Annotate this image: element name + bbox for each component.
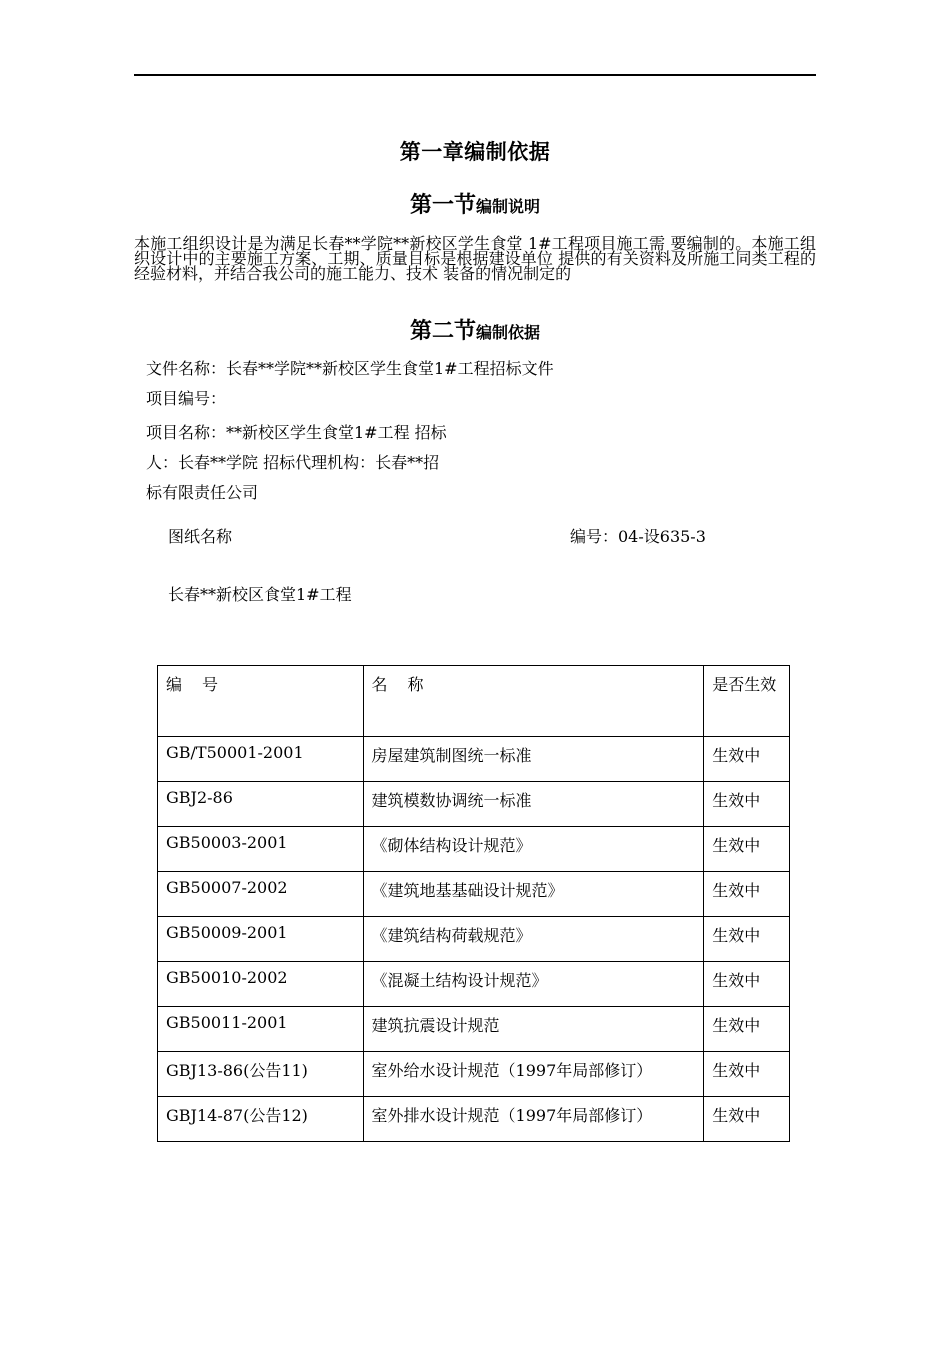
row-code: GB50009-2001 [158,917,364,962]
table-header-row [158,666,790,737]
row-status: 生效中 [704,962,790,1007]
row-status: 生效中 [704,1007,790,1052]
row-name: 建筑模数协调统一标准 [363,782,704,827]
intro-paragraph: 本施工组织设计是为满足长春**学院**新校区学生食堂 1#工程项目施工需 要编制的。本施工组织设计中的主要施工方案、工期、质量目标是根据建设单位 提供的有关资料及所施工同类工程的经验材料，并结合我公司的施工能力、技术 装备的情况制定的 [134,234,816,283]
row-code: GBJ2-86 [158,782,364,827]
row-status: 生效中 [704,872,790,917]
row-code: GBJ13-86(公告11) [158,1052,364,1097]
header-name: 名称 [363,666,704,737]
section-1-suffix: 编制说明 [476,197,541,216]
row-name: 房屋建筑制图统一标准 [363,737,704,782]
row-code: GB50003-2001 [158,827,364,872]
section-1-title [0,188,950,219]
row-name: 室外给水设计规范（1997年局部修订） [363,1052,704,1097]
row-name: 《建筑结构荷载规范》 [363,917,704,962]
header-status: 是否生效 [704,666,790,737]
row-status: 生效中 [704,1097,790,1142]
section-2-title [0,314,950,345]
row-code: GBJ14-87(公告12) [158,1097,364,1142]
table-row [158,1007,790,1052]
row-name: 《混凝土结构设计规范》 [363,962,704,1007]
table-row [158,1052,790,1097]
info-tenderer: 人：长春**学院 招标代理机构：长春**招 [146,453,440,472]
row-code: GB/T50001-2001 [158,737,364,782]
row-name: 建筑抗震设计规范 [363,1007,704,1052]
info-agency: 标有限责任公司 [146,483,259,502]
row-status: 生效中 [704,827,790,872]
standards-table [157,665,790,1142]
section-1-prefix: 第一节 [409,193,476,218]
table-row [158,782,790,827]
header-code: 编号 [158,666,364,737]
info-project-number: 项目编号： [146,389,227,408]
section-2-prefix: 第二节 [409,319,476,344]
chapter-title: 第一章编制依据 [399,140,551,164]
drawing-name-label: 图纸名称 [168,527,233,546]
header-rule [134,74,816,76]
table-row [158,1097,790,1142]
row-name: 《砌体结构设计规范》 [363,827,704,872]
row-code: GB50007-2002 [158,872,364,917]
section-2-suffix: 编制依据 [476,323,541,342]
table-row [158,872,790,917]
table-row [158,737,790,782]
row-name: 《建筑地基基础设计规范》 [363,872,704,917]
drawing-number: 编号：04-设635-3 [570,527,706,546]
row-status: 生效中 [704,917,790,962]
row-code: GB50011-2001 [158,1007,364,1052]
row-status: 生效中 [704,1052,790,1097]
table-row [158,962,790,1007]
row-status: 生效中 [704,782,790,827]
row-code: GB50010-2002 [158,962,364,1007]
row-name: 室外排水设计规范（1997年局部修订） [363,1097,704,1142]
info-file-name: 文件名称：长春**学院**新校区学生食堂1#工程招标文件 [146,359,554,378]
info-project-name: 项目名称：**新校区学生食堂1#工程 招标 [146,423,447,442]
table-row [158,827,790,872]
drawing-project: 长春**新校区食堂1#工程 [168,585,352,604]
table-row [158,917,790,962]
row-status: 生效中 [704,737,790,782]
